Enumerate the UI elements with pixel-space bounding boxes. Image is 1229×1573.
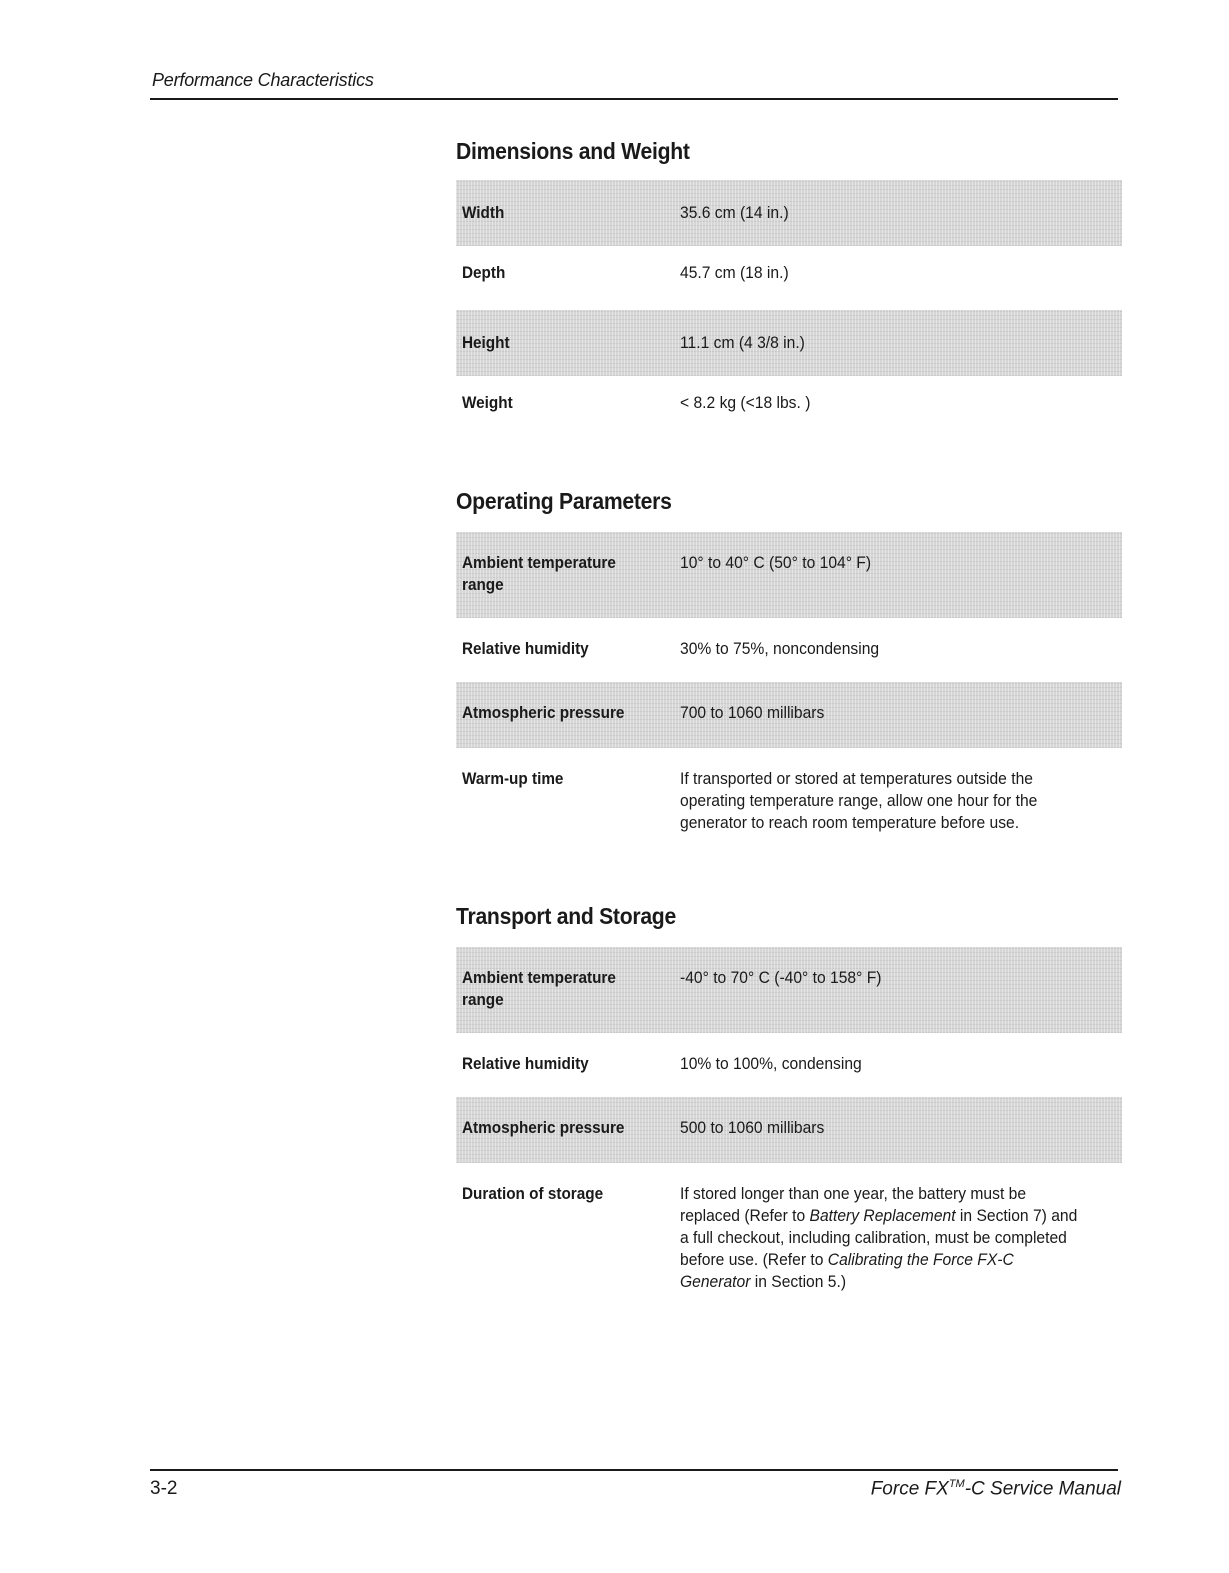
manual-title-suffix: -C Service Manual: [964, 1478, 1121, 1500]
spec-row-weight: [456, 376, 1122, 426]
value-text: in Section 5.): [750, 1272, 847, 1291]
spec-value: [680, 1183, 1085, 1293]
spec-row-atmospheric-pressure: [456, 682, 1122, 748]
spec-value: 700 to 1060 millibars: [680, 703, 825, 722]
section-transport-storage: [456, 903, 1122, 1303]
value-text: in Section 7) and a full checkout, including calibration, must be completed before use. (Refer to: [680, 1206, 1078, 1269]
spec-label: Ambient temperature range: [462, 968, 616, 1009]
spec-row-width: [456, 180, 1122, 246]
section-title: Operating Parameters: [456, 488, 672, 514]
section-dimensions-weight: [456, 138, 1122, 426]
battery-replacement-reference: Battery Replacement: [809, 1206, 956, 1225]
calibration-reference: Calibrating the Force FX-C Generator: [680, 1250, 1014, 1291]
spec-row-ambient-temperature: [456, 532, 1122, 618]
spec-value: If transported or stored at temperatures outside the operating temperature range, allow one hour for the generator to reach room temperature before use.: [680, 769, 1038, 832]
running-header-title: Performance Characteristics: [152, 70, 374, 90]
spec-label: Ambient temperature range: [462, 553, 616, 594]
spec-label: Width: [462, 203, 505, 222]
section-title: Transport and Storage: [456, 903, 676, 929]
spec-label: Weight: [462, 393, 513, 412]
spec-row-height: [456, 310, 1122, 376]
spec-value: < 8.2 kg (<18 lbs. ): [680, 393, 811, 412]
spec-label: Duration of storage: [462, 1184, 604, 1203]
spec-value: 45.7 cm (18 in.): [680, 263, 789, 282]
spec-value: 10° to 40° C (50° to 104° F): [680, 553, 872, 572]
trademark-mark: TM: [948, 1478, 965, 1490]
spec-value: 35.6 cm (14 in.): [680, 203, 789, 222]
spec-label: Depth: [462, 263, 506, 282]
spec-row-ambient-temperature: [456, 947, 1122, 1033]
section-operating-parameters: [456, 488, 1122, 844]
spec-label: Height: [462, 333, 510, 352]
spec-row-relative-humidity: [456, 618, 1122, 682]
spec-row-atmospheric-pressure: [456, 1097, 1122, 1163]
spec-value: 10% to 100%, condensing: [680, 1054, 862, 1073]
page-number: 3-2: [150, 1478, 178, 1499]
manual-title: [871, 1478, 1121, 1500]
value-text: If stored longer than one year, the battery must be replaced (Refer to: [680, 1184, 1027, 1225]
spec-label: Relative humidity: [462, 1054, 589, 1073]
manual-title-prefix: Force FX: [870, 1478, 949, 1500]
spec-label: Relative humidity: [462, 639, 589, 658]
spec-row-depth: [456, 246, 1122, 310]
spec-value: -40° to 70° C (-40° to 158° F): [680, 968, 882, 987]
spec-value: 30% to 75%, noncondensing: [680, 639, 880, 658]
section-title: Dimensions and Weight: [456, 138, 690, 164]
spec-label: Atmospheric pressure: [462, 703, 625, 722]
footer-rule: [150, 1469, 1118, 1471]
spec-row-duration-of-storage: [456, 1163, 1122, 1303]
spec-label: Warm-up time: [462, 769, 564, 788]
spec-label: Atmospheric pressure: [462, 1118, 625, 1137]
spec-value: 500 to 1060 millibars: [680, 1118, 825, 1137]
header-rule: [150, 98, 1118, 100]
spec-row-warm-up-time: [456, 748, 1122, 844]
spec-row-relative-humidity: [456, 1033, 1122, 1097]
spec-value: 11.1 cm (4 3/8 in.): [680, 333, 805, 352]
